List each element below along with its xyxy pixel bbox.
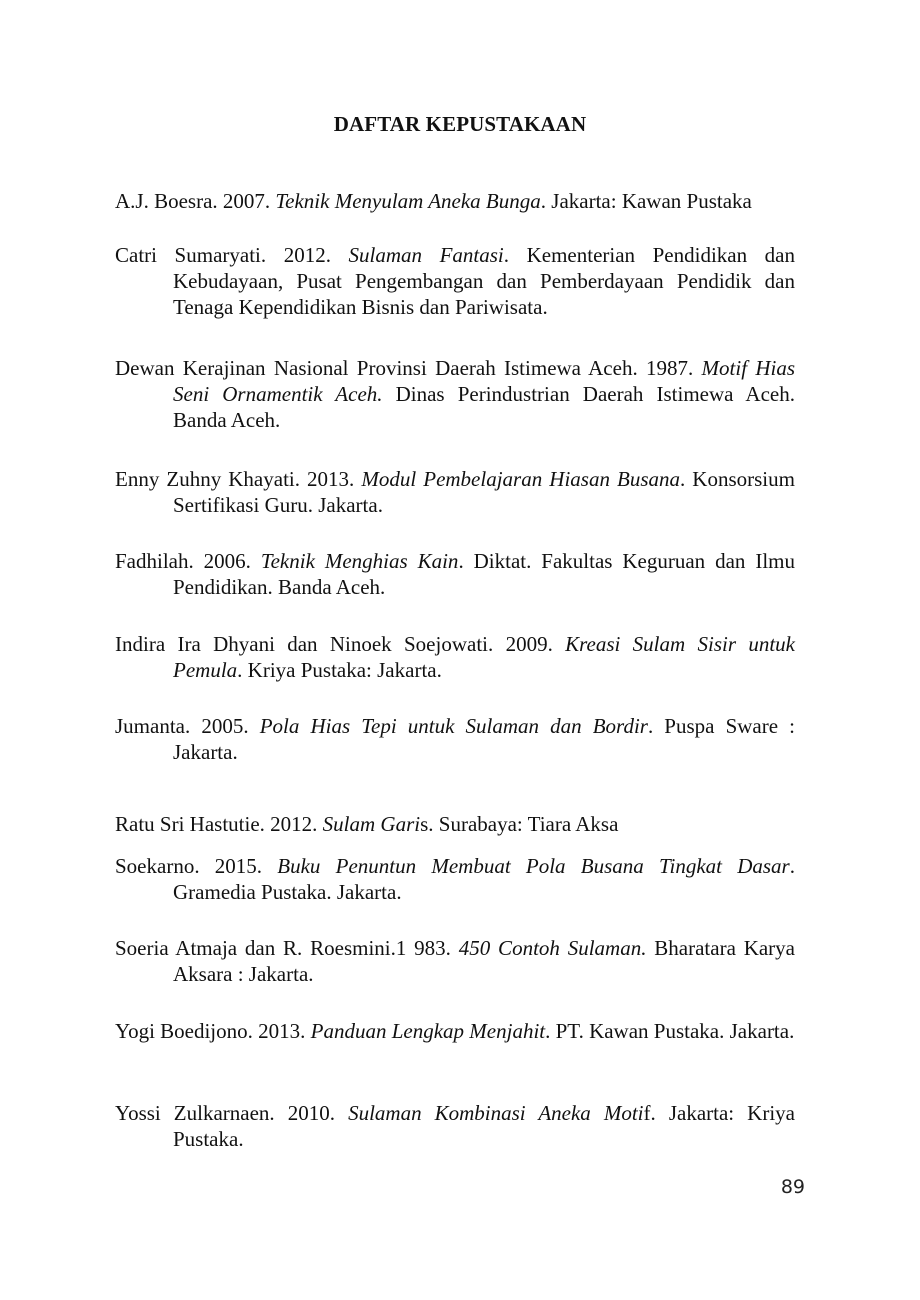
- reference-entry: [115, 1018, 795, 1044]
- reference-title: 450 Contoh Sulaman.: [458, 936, 647, 960]
- reference-entry: [115, 242, 795, 320]
- reference-entry: [115, 188, 795, 214]
- reference-text: Yogi Boedijono. 2013.: [115, 1019, 311, 1043]
- reference-title: Sulaman Kombinasi Aneka Moti: [348, 1101, 644, 1125]
- reference-text: . Jakarta: Kawan Pustaka: [540, 189, 752, 213]
- reference-text: Catri Sumaryati. 2012.: [115, 243, 349, 267]
- reference-entry: [115, 853, 795, 905]
- reference-entry: [115, 355, 795, 433]
- reference-text: Dewan Kerajinan Nasional Provinsi Daerah Istimewa Aceh. 1987.: [115, 356, 702, 380]
- reference-text: Ratu Sri Hastutie. 2012.: [115, 812, 323, 836]
- reference-text: Enny Zuhny Khayati. 2013.: [115, 467, 362, 491]
- reference-title: Panduan Lengkap Menjahit: [310, 1019, 546, 1043]
- reference-text: Dinas Perindustrian Daerah Istimewa Aceh. Banda Aceh.: [173, 382, 795, 432]
- reference-entry: [115, 548, 795, 600]
- reference-title: Pola Hias Tepi untuk Sulaman dan Bordir: [259, 714, 648, 738]
- reference-entry: [115, 811, 795, 837]
- reference-text: Soekarno. 2015.: [115, 854, 278, 878]
- reference-title: Motif Hias Seni Ornamentik Aceh.: [173, 356, 796, 406]
- reference-text: . Konsorsium Sertifikasi Guru. Jakarta.: [173, 467, 795, 517]
- reference-text: A.J. Boesra. 2007.: [115, 189, 276, 213]
- reference-text: . Puspa Sware : Jakarta.: [173, 714, 796, 764]
- reference-title: Sulaman Fantasi: [348, 243, 504, 267]
- reference-text: . Diktat. Fakultas Keguruan dan Ilmu Pendidikan. Banda Aceh.: [173, 549, 796, 599]
- page-title: DAFTAR KEPUSTAKAAN: [333, 112, 587, 136]
- reference-text: . Kementerian Pendidikan dan Kebudayaan, Pusat Pengembangan dan Pemberdayaan Pendidik dan Tenaga Kependidikan Bisnis dan Pariwisata.: [173, 243, 796, 319]
- reference-entry: [115, 713, 795, 765]
- reference-text: Bharatara Karya Aksara : Jakarta.: [173, 936, 795, 986]
- reference-text: s. Surabaya: Tiara Aksa: [420, 812, 619, 836]
- reference-entry: [115, 1100, 795, 1152]
- reference-title: Kreasi Sulam Sisir untuk Pemula: [173, 632, 795, 682]
- page-number: 89: [780, 1176, 805, 1198]
- reference-text: Jumanta. 2005.: [115, 714, 260, 738]
- reference-entry: [115, 631, 795, 683]
- reference-text: Soeria Atmaja dan R. Roesmini.1 983.: [115, 936, 459, 960]
- reference-text: . Gramedia Pustaka. Jakarta.: [173, 854, 795, 904]
- reference-title: Sulam Gari: [322, 812, 421, 836]
- reference-text: Yossi Zulkarnaen. 2010.: [115, 1101, 349, 1125]
- reference-entry: [115, 466, 795, 518]
- reference-text: . Kriya Pustaka: Jakarta.: [237, 658, 442, 682]
- reference-title: Modul Pembelajaran Hiasan Busana: [361, 467, 680, 491]
- reference-title: Teknik Menyulam Aneka Bunga: [275, 189, 541, 213]
- reference-title: Buku Penuntun Membuat Pola Busana Tingkat Dasar: [277, 854, 790, 878]
- reference-text: Indira Ira Dhyani dan Ninoek Soejowati. 2009.: [115, 632, 566, 656]
- reference-text: Fadhilah. 2006.: [115, 549, 261, 573]
- reference-text: . PT. Kawan Pustaka. Jakarta.: [545, 1019, 795, 1043]
- reference-title: Teknik Menghias Kain: [260, 549, 459, 573]
- reference-entry: [115, 935, 795, 987]
- reference-text: f. Jakarta: Kriya Pustaka.: [173, 1101, 795, 1151]
